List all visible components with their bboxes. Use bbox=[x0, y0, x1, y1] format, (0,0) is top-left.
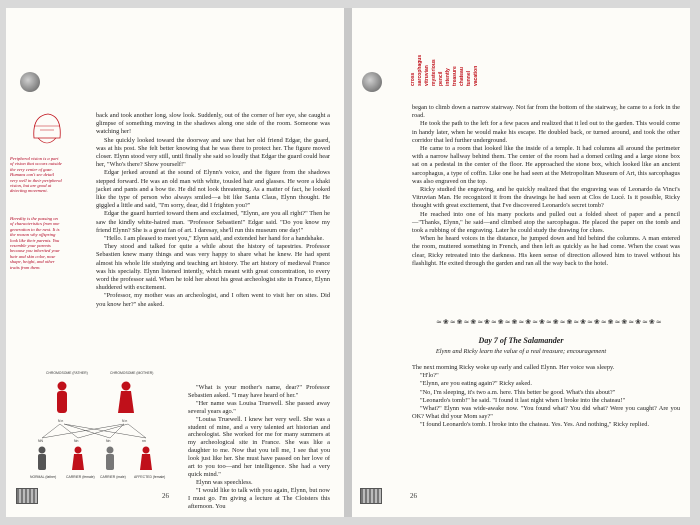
crate-icon bbox=[360, 488, 382, 504]
vocab-word: intently bbox=[445, 68, 451, 86]
paragraph: Edgar the guard hurried toward them and exclaimed, "Elynn, are you all right?" Then he saw the kindly white-haired man. "Professor Sebastien!" Edgar said. "Do you know my friend Elynn? She is a great fan of art. I daresay, she'll run this museum one day!" bbox=[96, 210, 330, 234]
vocab-word: mysterious bbox=[431, 59, 437, 86]
paragraph: He took the path to the left for a few paces and realized that it led out to the garden. This would come in handy later, when he would make his escape. He doubled back, or turned around, and took the other corridor that led further underground. bbox=[412, 120, 680, 144]
helmet-sketch-icon bbox=[26, 108, 66, 154]
fig-label-father: CHROMOSOME (FATHER) bbox=[46, 371, 88, 375]
paragraph: "No, I'm sleeping, it's two a.m. here. This better be good. What's this about?" bbox=[420, 388, 616, 396]
right-page bbox=[352, 8, 690, 517]
ornamental-divider: ≈❀≈❀≈❀≈❀≈❀≈❀≈❀≈❀≈❀≈❀≈❀≈❀≈❀≈❀≈❀≈❀≈ bbox=[436, 318, 663, 326]
margin-note-peripheral-vision: Peripheral vision is a part of vision that occurs outside the very center of gaze. Humans can't see detail very well in their peripheral vision, but are good at detecting movement. bbox=[10, 156, 62, 194]
inheritance-lines bbox=[42, 424, 146, 438]
paragraph: They stood and talked for quite a while about the history of tapestries. Professor Sebastien knew many things and was very happy to share what he knew. He had spent almost his whole life studying and teaching art history. The art history of medieval France was his specialty. Elynn listened intently, which meant with great concentration, to every word the professor said. When he told her about his great archeologist site in France, Elynn shuddered with excitement. bbox=[96, 243, 330, 292]
paragraph: "H'lo?" bbox=[420, 372, 439, 380]
paragraph: "I found Leonardo's tomb. I broke into the chateau. Yes. Yes. And nothing," Ricky replied. bbox=[420, 421, 650, 429]
vocab-word: pencil bbox=[438, 71, 444, 86]
paragraph: "What?" Elynn was wide-awake now. "You found what? You did what? Were you caught? Are you OK? What did your Mom say?" bbox=[412, 405, 680, 421]
paragraph: She quickly looked toward the doorway and saw that her old friend Edgar, the guard, was at his post. She felt better knowing that he was there to protect her. The figure moved closer. Elynn stood very still, until finally she said so loudly that Edgar the guard could hear her, "Who's there? Show yourself!" bbox=[96, 136, 330, 169]
vocab-word: treasure bbox=[452, 66, 458, 86]
vocab-word: sarcophagus bbox=[417, 54, 423, 86]
margin-note-heredity: Heredity is the passing on of characteristics from one generation to the next. It is the reason why offspring look like their parents. You resemble your parents because you inherited your hair and skin color, nose shape, height, and other traits from them. bbox=[10, 216, 60, 270]
paragraph: "Her name was Louisa Truewell. She passed away several years ago." bbox=[188, 399, 330, 415]
paragraph: "Professor, my mother was an archeologist, and I often went to visit her on sites. Did you know her?" she asked. bbox=[96, 292, 330, 308]
child-figure-3 bbox=[106, 447, 114, 471]
fig-label-child-nn2: Nn bbox=[74, 439, 79, 443]
vocabulary-word-list bbox=[410, 16, 479, 86]
vocab-word: tunnel bbox=[466, 71, 472, 86]
paragraph: He reached into one of his many pockets and pulled out a folded sheet of paper and a pencil—"Thanks, Elynn," he said—and climbed atop the sarcophagus. He placed the paper on the tomb and took a rubbing of the engraving. Later he could study the drawing for clues. bbox=[412, 210, 680, 235]
parent-father-figure bbox=[57, 382, 67, 414]
page-number-left: 26 bbox=[162, 492, 169, 500]
page-number-right: 26 bbox=[410, 492, 417, 500]
moon-icon bbox=[20, 72, 40, 92]
paragraph: "Leonardo's tomb!" he said. "I found it last night when I broke into the chateau!" bbox=[420, 396, 626, 404]
vocab-word: vacation bbox=[473, 65, 479, 86]
fig-label-child-nn: NN bbox=[38, 439, 43, 443]
moon-icon bbox=[362, 72, 382, 92]
fig-label-carrier-female: CARRIER (female) bbox=[66, 475, 95, 479]
paragraph: "Hello. I am pleased to meet you," Elynn said, and extended her hand for a handshake. bbox=[104, 235, 324, 243]
fig-label-child-nn4: nn bbox=[142, 439, 146, 443]
paragraph: The next morning Ricky woke up early and called Elynn. Her voice was sleepy. bbox=[412, 364, 615, 371]
day-body-text bbox=[412, 364, 680, 430]
fig-label-father-genes: N n bbox=[58, 419, 64, 423]
fig-label-carrier-male: CARRIER (male) bbox=[100, 475, 126, 479]
parent-mother-figure bbox=[118, 382, 134, 414]
fig-label-mother: CHROMOSOME (MOTHER) bbox=[110, 371, 154, 375]
paragraph: Ricky studied the engraving, and he quickly realized that the engraving was of Leonardo da Vinci's Vitruvian Man. He recognized it from the drawings he had seen at Clos de Lucé. Is it possible, Ricky thought with great excitement, that I've discovered Leonardo's secret tomb? bbox=[412, 186, 680, 210]
paragraph: back and took another long, slow look. Suddenly, out of the corner of her eye, she caught a glimpse of something moving in the shadows along one side of the room. Someone was watching her! bbox=[96, 112, 330, 136]
fig-label-child-nn3: Nn bbox=[106, 439, 111, 443]
paragraph: "Elynn, are you eating again?" Ricky asked. bbox=[420, 380, 532, 388]
chapter-subtitle: Elynn and Ricky learn the value of a real treasure; encouragement bbox=[435, 348, 607, 355]
paragraph: "What is your mother's name, dear?" Professor Sebastien asked. "I may have heard of her." bbox=[188, 384, 330, 399]
paragraph: He came to a room that looked like the inside of a temple. It had columns all around the perimeter with a narrow hallway behind them. The center of the room had a domed ceiling and a large stone box sat on a pedestal in the center of the floor. He approached the stone box, which looked like an ancient sarcophagus, a type of coffin. Like one he had seen at the Metropolitan Museum of Art, this sarcophagus was also engraved on the top. bbox=[412, 145, 680, 185]
vocab-word: vitruvian bbox=[424, 65, 430, 86]
paragraph: When he heard voices in the distance, he jumped down and hid behind the columns. A man entered the room, muttered something in French, and then left as quickly as he had come. When the coast was clear, Ricky retreated into the darkness. His keen sense of direction allowed him to travel without his flashlight. He exited through the garden and ran all the way back to the hotel. bbox=[412, 235, 680, 267]
child-figure-4 bbox=[140, 447, 152, 471]
right-body-text bbox=[412, 104, 680, 268]
paragraph: "I would like to talk with you again, Elynn, but now I must go. I'm giving a lecture at The Cloisters this afternoon. You bbox=[188, 486, 330, 510]
vocab-word: chateau bbox=[459, 67, 465, 86]
paragraph: Elynn was speechless. bbox=[196, 478, 253, 486]
left-narrow-text bbox=[188, 384, 330, 511]
fig-label-affected: AFFECTED (female) bbox=[134, 475, 166, 479]
book-gutter bbox=[344, 8, 352, 517]
child-figure-1 bbox=[38, 447, 46, 471]
paragraph: "Louisa Truewell. I knew her very well. She was a student of mine, and a very talented art historian and archeologist. She worked for me for many summers at my archeological site in France. She was like a daughter to me. Now that you tell me, I see that you look just like her. She must have passed on her love of art to you too—and her intelligence. She had a very quick mind." bbox=[188, 415, 330, 478]
heredity-diagram bbox=[24, 368, 174, 486]
child-figure-2 bbox=[72, 447, 84, 471]
chapter-title: Day 7 of The Salamander bbox=[478, 336, 564, 345]
crate-icon bbox=[16, 488, 38, 504]
vocab-word: cross bbox=[410, 72, 416, 86]
paragraph: Edgar jerked around at the sound of Elynn's voice, and the figure from the shadows stepped forward. He was an old man with white, tousled hair and glasses. He wore a khaki jacket and pants and a bow tie. He did not look threatening. As a matter of fact, he looked like the type of person who always smiled—a bit like Santa Claus, Elynn thought. He giggled a little and said, "I'm sorry, dear, did I frighten you?" bbox=[96, 169, 330, 210]
fig-label-mother-genes: N n bbox=[122, 419, 128, 423]
paragraph: began to climb down a narrow stairway. Not far from the bottom of the stairway, he came to a fork in the road. bbox=[412, 104, 680, 120]
left-body-text bbox=[96, 112, 330, 309]
left-page bbox=[6, 8, 344, 517]
fig-label-normal: NORMAL (father) bbox=[30, 475, 57, 479]
